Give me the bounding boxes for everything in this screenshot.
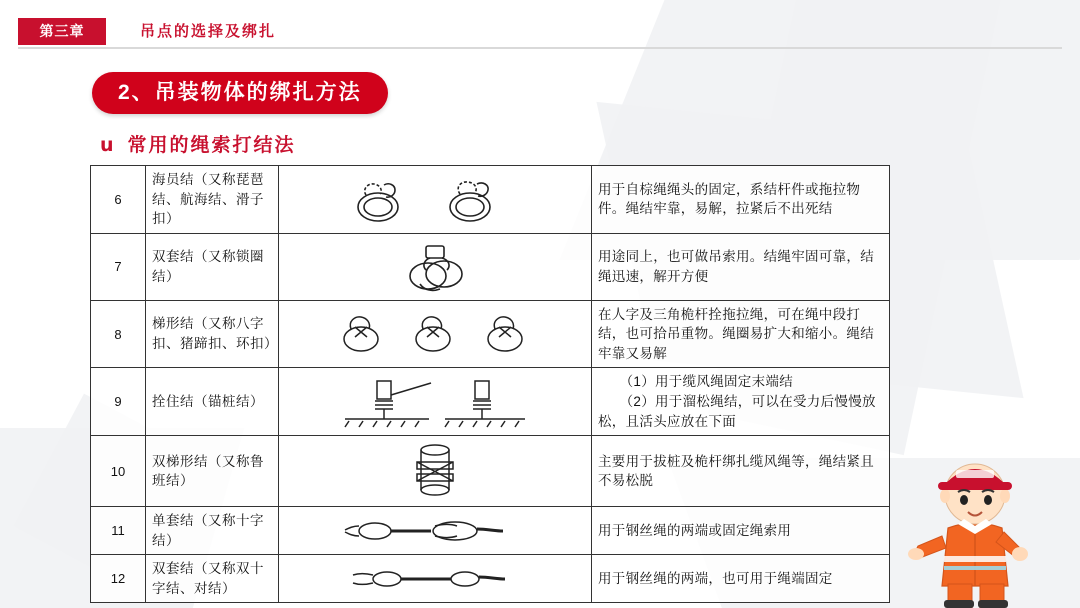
chapter-tag: 第三章: [18, 18, 106, 45]
section-subtitle: [100, 130, 296, 157]
table-row: [91, 555, 890, 603]
row-index: 12: [91, 555, 146, 603]
bullet-icon: u: [100, 134, 116, 156]
row-name: 双套结（又称双十字结、对结）: [146, 555, 279, 603]
header-title: 吊点的选择及绑扎: [140, 23, 277, 40]
header-divider: [18, 47, 1062, 49]
row-name: 梯形结（又称八字扣、猪蹄扣、环扣）: [146, 300, 279, 368]
row-figure: [279, 233, 592, 300]
two-loop-coil-knots-icon: [320, 171, 550, 227]
row-name: 单套结（又称十字结）: [146, 507, 279, 555]
knot-methods-table: [90, 165, 890, 603]
row-figure: [279, 436, 592, 507]
table-row: [91, 233, 890, 300]
row-name: 双套结（又称锁圈结）: [146, 233, 279, 300]
row-index: 8: [91, 300, 146, 368]
table-row: [91, 300, 890, 368]
row-desc: 主要用于拔桩及桅杆绑扎缆风绳等，绳结紧且不易松脱: [592, 436, 890, 507]
table-row: [91, 436, 890, 507]
page-title: 2、吊装物体的绑扎方法: [92, 72, 388, 114]
row-name: 海员结（又称琵琶结、航海结、滑子扣）: [146, 166, 279, 234]
row-figure: [279, 507, 592, 555]
row-figure: [279, 166, 592, 234]
row-desc: 用于自棕绳绳头的固定，系结杆件或拖拉物件。绳结牢靠，易解，拉紧后不出死结: [592, 166, 890, 234]
row-name: 双梯形结（又称鲁班结）: [146, 436, 279, 507]
row-desc: [592, 368, 890, 436]
double-hitch-knot-icon: [320, 238, 550, 296]
table-row: [91, 166, 890, 234]
worker-mascot: [900, 428, 1050, 608]
single-loop-rope-icon: [315, 514, 555, 548]
double-loop-rope-icon: [315, 564, 555, 594]
table-row: [91, 507, 890, 555]
row-desc: 用于钢丝绳的两端或固定绳索用: [592, 507, 890, 555]
two-anchor-post-knots-icon: [315, 375, 555, 429]
row-index: 11: [91, 507, 146, 555]
row-figure: [279, 555, 592, 603]
row-desc-line-2: （2）用于溜松绳结，可以在受力后慢慢放松，且活头应放在下面: [598, 393, 876, 429]
row-index: 10: [91, 436, 146, 507]
row-figure: [279, 368, 592, 436]
row-desc: 用于钢丝绳的两端，也可用于绳端固定: [592, 555, 890, 603]
row-index: 7: [91, 233, 146, 300]
three-ladder-knots-icon: [315, 309, 555, 359]
slide-header: [0, 0, 1080, 50]
row-desc: 在人字及三角桅杆拴拖拉绳，可在绳中段打结，也可拾吊重物。绳圈易扩大和缩小。绳结牢靠又易解: [592, 300, 890, 368]
row-desc: 用途同上，也可做吊索用。结绳牢固可靠，结绳迅速，解开方便: [592, 233, 890, 300]
row-figure: [279, 300, 592, 368]
section-subtitle-text: 常用的绳索打结法: [127, 135, 296, 156]
row-index: 6: [91, 166, 146, 234]
row-index: 9: [91, 368, 146, 436]
table-row: [91, 368, 890, 436]
post-wrap-knot-icon: [375, 440, 495, 502]
row-name: 拴住结（锚桩结）: [146, 368, 279, 436]
row-desc-line-1: （1）用于缆风绳固定末端结: [619, 374, 794, 390]
